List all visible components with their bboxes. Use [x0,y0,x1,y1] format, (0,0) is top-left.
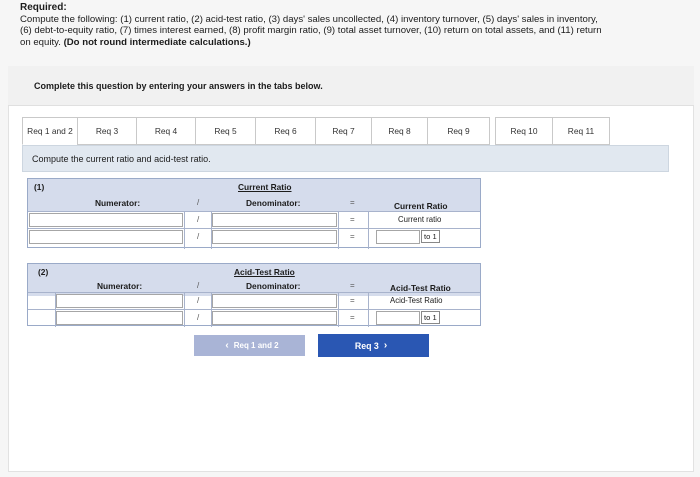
current-ratio-result-header: Current Ratio [394,201,448,211]
current-ratio-row-1-divider: / [197,215,200,224]
tab-req-7[interactable]: Req 7 [315,117,372,145]
current-ratio-row-1 [28,211,480,228]
instruction-text: Complete this question by entering your answers in the tabs below. [34,81,323,91]
acid-test-divider: / [197,281,200,290]
acid-test-denominator-input[interactable] [212,294,337,308]
acid-test-denominator-label: Denominator: [246,281,301,291]
acid-test-row-1-divider: / [197,296,200,305]
current-ratio-divider: / [197,198,200,207]
current-ratio-to-1: to 1 [421,230,440,243]
tab-req-9[interactable]: Req 9 [427,117,490,145]
acid-test-result-header: Acid-Test Ratio [390,283,451,293]
acid-test-row-2 [28,309,480,326]
required-line-3 [20,37,685,49]
current-ratio-numerator-input[interactable] [29,213,183,227]
acid-test-ratio-title: Acid-Test Ratio [234,267,295,277]
current-ratio-row-2-equals: = [350,232,355,241]
current-ratio-number: (1) [34,182,45,192]
tab-req-5[interactable]: Req 5 [195,117,256,145]
current-ratio-result-label: Current ratio [398,215,442,224]
acid-test-equals: = [350,281,355,290]
required-line-2: (6) debt-to-equity ratio, (7) times interest earned, (8) profit margin ratio, (9) total asset turnover, (10) return on total assets, and (11) return [20,25,602,37]
acid-test-denominator-input-2[interactable] [212,311,337,325]
prev-requirement-button[interactable] [194,335,305,356]
next-requirement-button[interactable] [318,334,429,357]
acid-test-numerator-input-2[interactable] [56,311,183,325]
current-ratio-row-2 [28,228,480,245]
rounding-note: (Do not round intermediate calculations.) [63,36,251,48]
tab-content-heading [22,145,669,172]
current-ratio-row-1-equals: = [350,215,355,224]
current-ratio-result-input[interactable] [376,230,420,244]
tab-req-3[interactable]: Req 3 [77,117,137,145]
current-ratio-title: Current Ratio [238,182,292,192]
requirements-block [20,2,685,48]
current-ratio-denominator-input[interactable] [212,213,337,227]
current-ratio-equals: = [350,198,355,207]
requirement-tabs [22,117,682,145]
current-ratio-denominator-label: Denominator: [246,198,301,208]
current-ratio-numerator-input-2[interactable] [29,230,183,244]
chevron-left-icon: ‹ [225,340,229,351]
subheading-text: Compute the current ratio and acid-test ratio. [32,154,211,164]
acid-test-result-input[interactable] [376,311,420,325]
prev-requirement-label: Req 1 and 2 [233,341,279,350]
acid-test-numerator-input[interactable] [56,294,183,308]
required-line-3-text: on equity. [20,36,61,48]
next-requirement-label: Req 3 [354,340,379,351]
tab-group-left [22,117,489,145]
tab-req-6[interactable]: Req 6 [255,117,316,145]
acid-test-row-1-equals: = [350,296,355,305]
acid-test-row-2-divider: / [197,313,200,322]
tab-req-1-and-2[interactable]: Req 1 and 2 [22,117,78,145]
acid-test-row-1 [28,292,480,309]
tab-req-11[interactable]: Req 11 [552,117,610,145]
acid-test-ratio-number: (2) [38,267,49,277]
current-ratio-numerator-label: Numerator: [95,198,141,208]
tab-req-4[interactable]: Req 4 [136,117,196,145]
current-ratio-table [27,178,481,248]
chevron-right-icon: › [383,340,388,351]
tab-req-10[interactable]: Req 10 [495,117,553,145]
acid-test-to-1: to 1 [421,311,440,324]
current-ratio-denominator-input-2[interactable] [212,230,337,244]
instruction-bar [8,66,694,106]
acid-test-row-2-equals: = [350,313,355,322]
tab-req-8[interactable]: Req 8 [371,117,428,145]
current-ratio-row-2-divider: / [197,232,200,241]
acid-test-result-label: Acid-Test Ratio [390,296,443,305]
acid-test-ratio-table [27,263,481,326]
required-line-1: Compute the following: (1) current ratio, (2) acid-test ratio, (3) days' sales uncollected, (4) inventory turnover, (5) days' sales in inventory, [20,13,598,25]
acid-test-numerator-label: Numerator: [97,281,143,291]
tab-group-right [495,117,609,145]
required-heading: Required: [20,2,67,13]
